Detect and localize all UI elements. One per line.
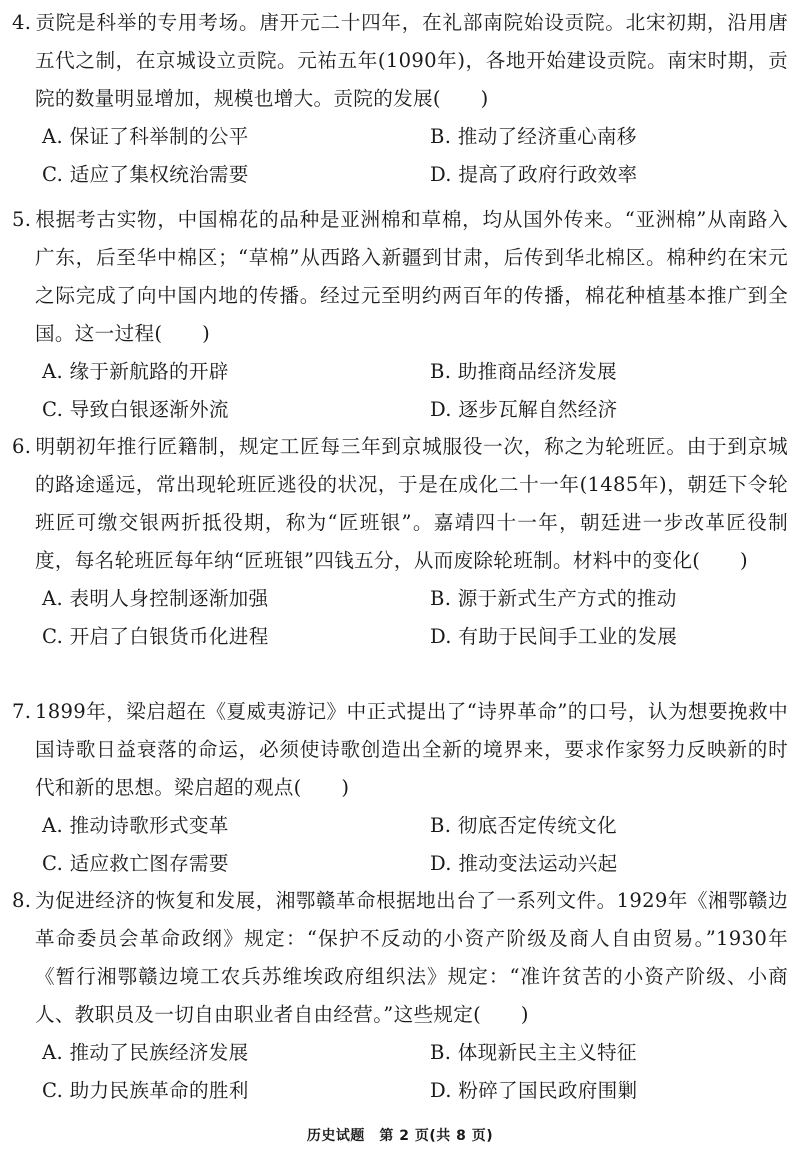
page-footer: 历史试题 第 2 页(共 8 页) — [306, 1128, 494, 1144]
option-d: D. 粉碎了国民政府围剿 — [430, 1079, 638, 1102]
option-a: A. 缘于新航路的开辟 — [42, 360, 229, 383]
option-d: D. 推动变法运动兴起 — [430, 852, 618, 875]
option-b: B. 源于新式生产方式的推动 — [430, 587, 677, 610]
option-a: A. 表明人身控制逐渐加强 — [42, 587, 269, 610]
question-text: 贡院是科举的专用考场。唐开元二十四年，在礼部南院始设贡院。北宋初期，沿用唐五代之制，在京城设立贡院。元祐五年(1090年)，各地开始建设贡院。南宋时期，贡院的数量明显增加，规模也增大。贡院的发展( ) — [35, 11, 788, 110]
option-a: A. 推动诗歌形式变革 — [42, 814, 229, 837]
question-8 — [12, 882, 788, 1110]
question-stem — [12, 693, 788, 807]
question-5 — [12, 201, 788, 429]
question-stem — [12, 4, 788, 118]
question-number: 5. — [12, 208, 32, 231]
option-a: A. 保证了科举制的公平 — [42, 125, 249, 148]
question-4 — [12, 4, 788, 194]
option-c: C. 导致白银逐渐外流 — [42, 398, 229, 421]
question-stem — [12, 428, 788, 580]
option-b: B. 彻底否定传统文化 — [430, 814, 617, 837]
options-grid — [42, 1034, 788, 1110]
question-text: 1899年，梁启超在《夏威夷游记》中正式提出了“诗界革命”的口号，认为想要挽救中国诗歌日益衰落的命运，必须使诗歌创造出全新的境界来，要求作家努力反映新的时代和新的思想。梁启超的观点( ) — [35, 700, 788, 799]
option-b: B. 体现新民主主义特征 — [430, 1041, 637, 1064]
options-grid — [42, 807, 788, 883]
question-6 — [12, 428, 788, 656]
question-number: 7. — [12, 700, 32, 723]
question-stem — [12, 201, 788, 353]
option-c: C. 适应了集权统治需要 — [42, 163, 249, 186]
option-c: C. 开启了白银货币化进程 — [42, 625, 269, 648]
option-c: C. 适应救亡图存需要 — [42, 852, 229, 875]
option-d: D. 提高了政府行政效率 — [430, 163, 638, 186]
question-number: 8. — [12, 889, 32, 912]
question-number: 6. — [12, 435, 32, 458]
question-text: 明朝初年推行匠籍制，规定工匠每三年到京城服役一次，称之为轮班匠。由于到京城的路途遥远，常出现轮班匠逃役的状况，于是在成化二十一年(1485年)，朝廷下令轮班匠可缴交银两折抵役期，称为“匠班银”。嘉靖四十一年，朝廷进一步改革匠役制度，每名轮班匠每年纳“匠班银”四钱五分，从而废除轮班制。材料中的变化( ) — [35, 435, 788, 572]
option-b: B. 推动了经济重心南移 — [430, 125, 637, 148]
options-grid — [42, 580, 788, 656]
option-b: B. 助推商品经济发展 — [430, 360, 617, 383]
option-d: D. 逐步瓦解自然经济 — [430, 398, 618, 421]
option-a: A. 推动了民族经济发展 — [42, 1041, 249, 1064]
options-grid — [42, 353, 788, 429]
question-text: 根据考古实物，中国棉花的品种是亚洲棉和草棉，均从国外传来。“亚洲棉”从南路入广东，后至华中棉区；“草棉”从西路入新疆到甘肃，后传到华北棉区。棉种约在宋元之际完成了向中国内地的传播。经过元至明约两百年的传播，棉花种植基本推广到全国。这一过程( ) — [35, 208, 788, 345]
question-7 — [12, 693, 788, 883]
option-d: D. 有助于民间手工业的发展 — [430, 625, 678, 648]
question-stem — [12, 882, 788, 1034]
options-grid — [42, 118, 788, 194]
question-text: 为促进经济的恢复和发展，湘鄂赣革命根据地出台了一系列文件。1929年《湘鄂赣边革命委员会革命政纲》规定：“保护不反动的小资产阶级及商人自由贸易。”1930年《暂行湘鄂赣边境工农兵苏维埃政府组织法》规定：“准许贫苦的小资产阶级、小商人、教职员及一切自由职业者自由经营。”这些规定( ) — [35, 889, 788, 1026]
question-number: 4. — [12, 11, 32, 34]
option-c: C. 助力民族革命的胜利 — [42, 1079, 249, 1102]
